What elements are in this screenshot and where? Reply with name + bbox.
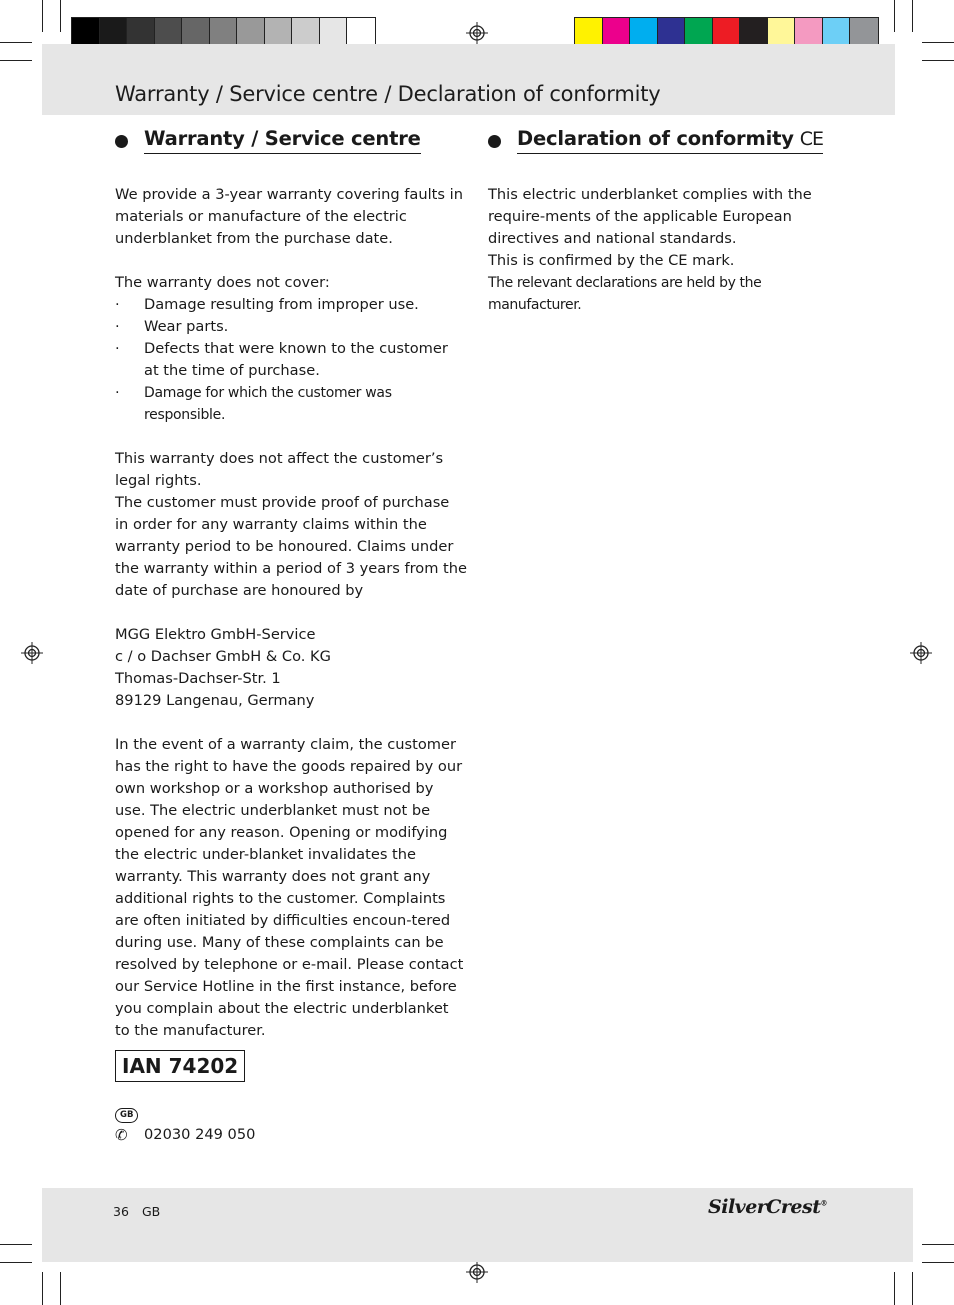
bullet-icon — [115, 135, 128, 148]
color-swatch — [795, 18, 823, 44]
conformity-text: This electric underblanket complies with the require-ments of the applicable European directives and national standards. — [488, 186, 812, 247]
hotline-row — [115, 1124, 467, 1146]
color-swatch — [685, 18, 713, 44]
country-badge: GB — [115, 1108, 138, 1123]
page-title: Warranty / Service centre / Declaration of conformity — [115, 82, 661, 106]
color-swatch — [292, 18, 320, 44]
registration-mark-icon — [466, 22, 488, 44]
crop-mark — [894, 1272, 895, 1305]
color-swatch — [72, 18, 100, 44]
crop-mark — [0, 42, 32, 43]
ce-mark-icon: CE — [799, 128, 823, 150]
warranty-proof: The customer must provide proof of purchase in order for any warranty claims within the warranty period to be honoured. Claims under the warranty within a period of 3 years from the date of purchase are honoured by — [115, 494, 467, 599]
process-color-bar — [574, 17, 879, 45]
list-item: · Defects that were known to the customer at the time of purchase. — [115, 340, 448, 379]
registration-mark-icon — [910, 642, 932, 664]
warranty-rights: This warranty does not affect the customer’s legal rights. — [115, 450, 444, 489]
conformity-text: The relevant declarations are held by the manufacturer. — [488, 275, 762, 313]
list-item: · Damage for which the customer was responsible. — [115, 384, 392, 423]
crop-mark — [42, 0, 43, 32]
service-address: MGG Elektro GmbH-Service c / o Dachser GmbH & Co. KG Thomas-Dachser-Str. 1 89129 Langenau, Germany — [115, 626, 331, 709]
color-swatch — [100, 18, 128, 44]
list-item: · Damage resulting from improper use. — [115, 296, 419, 313]
hotline-number: 02030 249 050 — [144, 1126, 256, 1143]
crop-mark — [0, 60, 32, 61]
color-swatch — [850, 18, 878, 44]
conformity-heading-row — [488, 128, 848, 154]
color-swatch — [658, 18, 686, 44]
color-swatch — [127, 18, 155, 44]
phone-icon: ✆ — [115, 1126, 128, 1144]
crop-mark — [922, 42, 954, 43]
ian-number: IAN 74202 — [115, 1050, 245, 1082]
crop-mark — [912, 1272, 913, 1305]
conformity-text: This is confirmed by the CE mark. — [488, 252, 735, 269]
crop-mark — [42, 1272, 43, 1305]
list-item: · Wear parts. — [115, 318, 229, 335]
color-swatch — [210, 18, 238, 44]
page-number: 36 — [113, 1204, 129, 1219]
brand-logo: SilverCrest® — [708, 1196, 827, 1218]
bullet-icon — [488, 135, 501, 148]
page-language: GB — [142, 1204, 161, 1219]
warranty-not-cover-label: The warranty does not cover: — [115, 274, 330, 291]
crop-mark — [922, 1244, 954, 1245]
warranty-heading-row — [115, 128, 467, 154]
color-swatch — [713, 18, 741, 44]
color-swatch — [265, 18, 293, 44]
warranty-claim: In the event of a warranty claim, the customer has the right to have the goods repaired by our own workshop or a workshop authorised by use. The electric underblanket must not be opened for any reason. Opening or modifying the electric under-blanket invalidates the warranty. This warranty does not grant any additional rights to the customer. Complaints are often initiated by difficulties encoun-tered during use. Many of these complaints can be resolved by telephone or e-mail. Please contact our Service Hotline in the first instance, before you complain about the electric underblanket to the manufacturer. — [115, 736, 464, 1039]
crop-mark — [0, 1244, 32, 1245]
color-swatch — [320, 18, 348, 44]
color-swatch — [347, 18, 375, 44]
crop-mark — [922, 60, 954, 61]
gray-color-bar — [71, 17, 376, 45]
registration-mark-icon — [466, 1261, 488, 1283]
crop-mark — [0, 1262, 32, 1263]
color-swatch — [603, 18, 631, 44]
color-swatch — [182, 18, 210, 44]
crop-mark — [922, 1262, 954, 1263]
conformity-heading: Declaration of conformity CE — [517, 128, 823, 154]
color-swatch — [740, 18, 768, 44]
warranty-intro: We provide a 3-year warranty covering faults in materials or manufacture of the electric underblanket from the purchase date. — [115, 186, 463, 247]
crop-mark — [60, 1272, 61, 1305]
color-swatch — [823, 18, 851, 44]
crop-mark — [912, 0, 913, 32]
warranty-column — [115, 128, 467, 1146]
color-swatch — [155, 18, 183, 44]
color-swatch — [768, 18, 796, 44]
color-swatch — [630, 18, 658, 44]
crop-mark — [60, 0, 61, 32]
color-swatch — [237, 18, 265, 44]
conformity-column — [488, 128, 848, 316]
warranty-heading: Warranty / Service centre — [144, 128, 421, 154]
color-swatch — [575, 18, 603, 44]
registration-mark-icon — [21, 642, 43, 664]
crop-mark — [894, 0, 895, 32]
